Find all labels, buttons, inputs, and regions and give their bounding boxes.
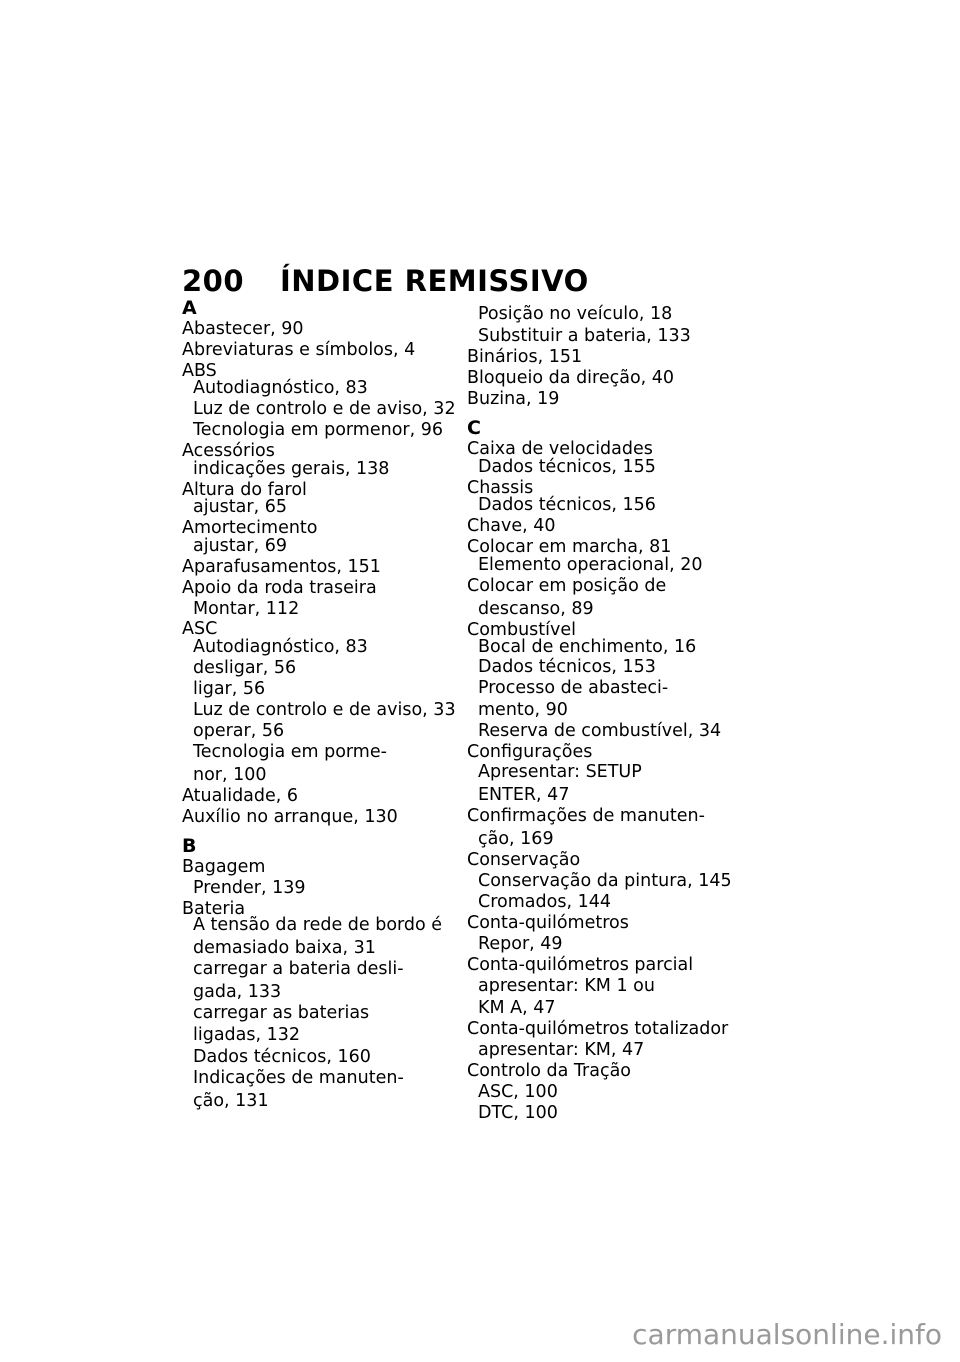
page-number: 200	[182, 264, 245, 299]
index-subentry: Dados técnicos, 153	[478, 657, 656, 677]
index-subentry: mento, 90	[478, 700, 568, 720]
index-subentry: demasiado baixa, 31	[193, 938, 376, 958]
page-heading	[182, 263, 589, 299]
index-subentry: ajustar, 65	[193, 497, 287, 517]
page-title: ÍNDICE REMISSIVO	[280, 264, 589, 299]
index-entry: Atualidade, 6	[182, 786, 299, 806]
index-entry: Acessórios	[182, 441, 275, 461]
index-entry: Caixa de velocidades	[467, 439, 653, 459]
index-subentry: KM A, 47	[478, 998, 556, 1018]
index-entry: Altura do farol	[182, 480, 307, 500]
index-subentry: desligar, 56	[193, 658, 297, 678]
index-subentry: Cromados, 144	[478, 892, 611, 912]
index-letter-heading: C	[467, 417, 481, 439]
index-entry: ABS	[182, 361, 217, 381]
index-entry: Bateria	[182, 899, 246, 919]
index-entry: ASC	[182, 619, 218, 639]
index-entry: Aparafusamentos, 151	[182, 557, 381, 577]
index-subentry: apresentar: KM, 47	[478, 1040, 645, 1060]
index-entry: Confirmações de manuten-	[467, 806, 705, 826]
index-subentry: ENTER, 47	[478, 785, 570, 805]
index-subentry: Prender, 139	[193, 878, 306, 898]
index-subentry: ção, 131	[193, 1091, 269, 1111]
index-subentry: Substituir a bateria, 133	[478, 326, 691, 346]
index-subentry: ASC, 100	[478, 1082, 558, 1102]
index-entry: Conta-quilómetros parcial	[467, 955, 694, 975]
index-subentry: Repor, 49	[478, 934, 563, 954]
index-subentry: Reserva de combustível, 34	[478, 721, 722, 741]
index-entry: Abastecer, 90	[182, 319, 304, 339]
index-letter-heading: A	[182, 297, 197, 319]
index-entry: Abreviaturas e símbolos, 4	[182, 340, 416, 360]
index-subentry: ligadas, 132	[193, 1025, 301, 1045]
index-entry: Controlo da Tração	[467, 1061, 632, 1081]
index-letter-heading: B	[182, 835, 197, 857]
index-subentry: Luz de controlo e de aviso, 33	[193, 700, 456, 720]
index-subentry: Luz de controlo e de aviso, 32	[193, 399, 456, 419]
index-subentry: Tecnologia em pormenor, 96	[193, 420, 444, 440]
index-subentry: Bocal de enchimento, 16	[478, 637, 697, 657]
index-subentry: Elemento operacional, 20	[478, 555, 703, 575]
index-entry: Bagagem	[182, 857, 266, 877]
index-entry: Bloqueio da direção, 40	[467, 368, 675, 388]
index-subentry: Indicações de manuten-	[193, 1068, 404, 1088]
index-subentry: apresentar: KM 1 ou	[478, 976, 655, 996]
index-entry: Configurações	[467, 742, 593, 762]
index-subentry: Autodiagnóstico, 83	[193, 378, 368, 398]
index-subentry: Apresentar: SETUP	[478, 762, 642, 782]
index-subentry: indicações gerais, 138	[193, 459, 390, 479]
index-entry: Chave, 40	[467, 516, 556, 536]
index-subentry: Montar, 112	[193, 599, 300, 619]
index-subentry: Posição no veículo, 18	[478, 304, 673, 324]
index-entry: Conta-quilómetros	[467, 913, 629, 933]
index-entry: Amortecimento	[182, 518, 318, 538]
watermark[interactable]: carmanualsonline.info	[632, 1318, 942, 1351]
index-entry: Conta-quilómetros totalizador	[467, 1019, 729, 1039]
index-subentry: Dados técnicos, 155	[478, 457, 656, 477]
index-entry: Binários, 151	[467, 347, 583, 367]
index-subentry: Dados técnicos, 156	[478, 495, 656, 515]
index-subentry: Conservação da pintura, 145	[478, 871, 732, 891]
index-entry: Chassis	[467, 478, 534, 498]
index-subentry: operar, 56	[193, 721, 285, 741]
index-entry: Combustível	[467, 620, 576, 640]
index-subentry: Dados técnicos, 160	[193, 1047, 371, 1067]
index-subentry: ção, 169	[478, 829, 554, 849]
index-subentry: ajustar, 69	[193, 536, 287, 556]
index-entry: Colocar em marcha, 81	[467, 537, 672, 557]
index-entry: Apoio da roda traseira	[182, 578, 377, 598]
index-entry: Colocar em posição de	[467, 576, 667, 596]
index-subentry: nor, 100	[193, 765, 267, 785]
index-entry: Conservação	[467, 850, 581, 870]
index-subentry: ligar, 56	[193, 679, 266, 699]
index-subentry: descanso, 89	[478, 599, 594, 619]
index-subentry: gada, 133	[193, 982, 282, 1002]
index-subentry: Processo de abasteci-	[478, 678, 669, 698]
index-subentry: A tensão da rede de bordo é	[193, 915, 443, 935]
index-subentry: Tecnologia em porme-	[193, 742, 387, 762]
index-subentry: carregar a bateria desli-	[193, 959, 404, 979]
index-subentry: carregar as baterias	[193, 1003, 370, 1023]
index-subentry: Autodiagnóstico, 83	[193, 637, 368, 657]
index-subentry: DTC, 100	[478, 1103, 558, 1123]
index-entry: Buzina, 19	[467, 389, 560, 409]
index-entry: Auxílio no arranque, 130	[182, 807, 398, 827]
